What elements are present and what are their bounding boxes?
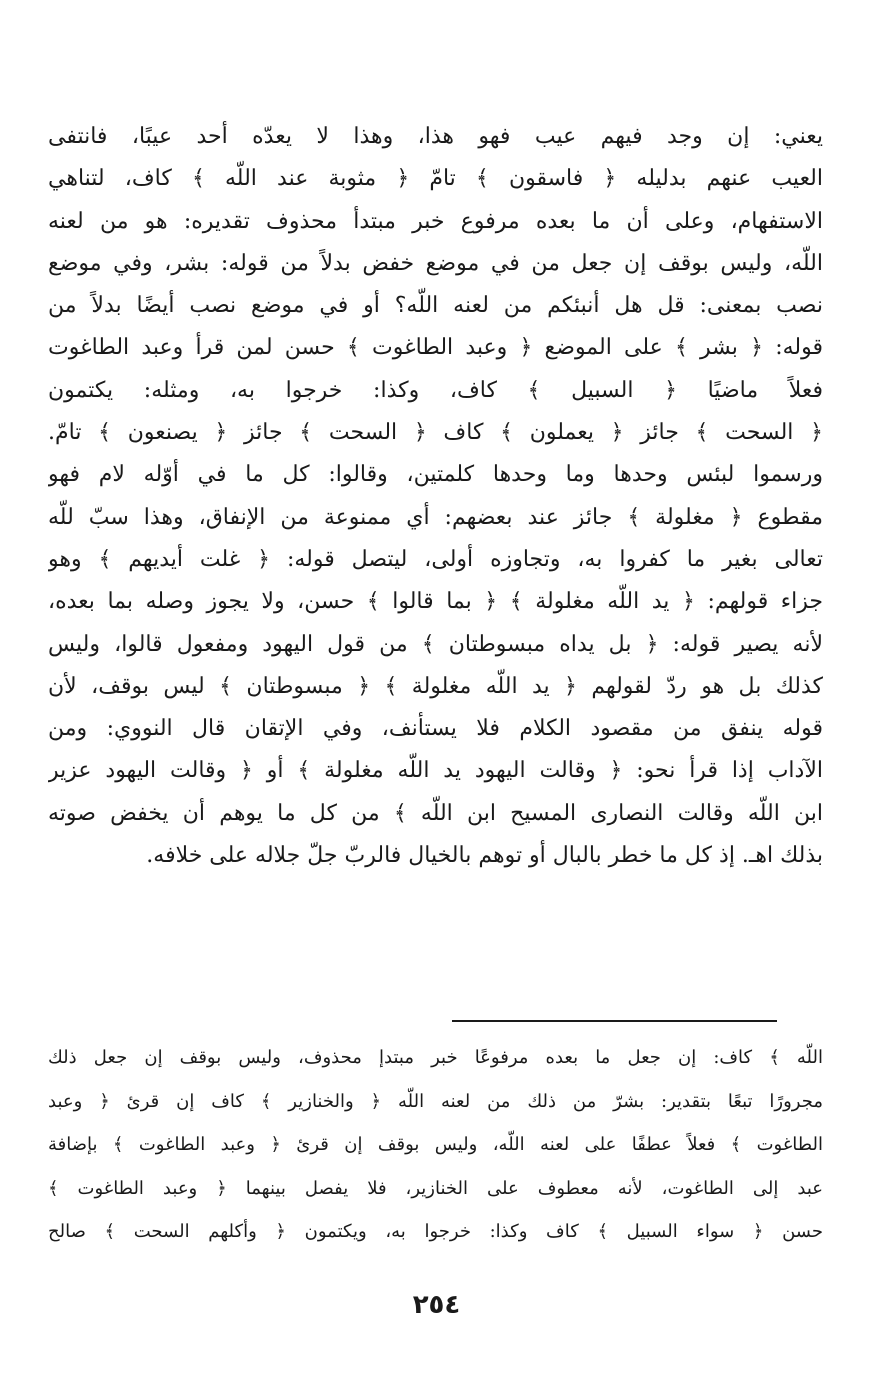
text-line: العيب عنهم بدليله ﴿ فاسقون ﴾ تامّ ﴿ مثوبة عند اللّه ﴾ كاف، لتناهي: [48, 166, 823, 192]
text-line: ﴿ السحت ﴾ جائز ﴿ يعملون ﴾ كاف ﴿ السحت ﴾ جائز ﴿ يصنعون ﴾ تامّ.: [48, 420, 823, 446]
text-line: قوله ينفق من مقصود الكلام فلا يستأنف، وفي الإتقان قال النووي: ومن: [48, 716, 823, 742]
text-line: ورسموا لبئس وحدها وما وحدها كلمتين، وقالوا: كل ما في أوّله لام فهو: [48, 462, 823, 488]
main-text-block: [48, 116, 823, 877]
text-line: الاستفهام، وعلى أن ما بعده مرفوع خبر مبتدأ محذوف تقديره: هو من لعنه: [48, 208, 823, 234]
text-line: يعني: إن وجد فيهم عيب فهو هذا، وهذا لا يعدّه أحد عيبًا، فانتفى: [48, 124, 823, 149]
footnote-line: مجرورًا تبعًا بتقدير: بشرّ من ذلك من لعنه اللّه ﴿ والخنازير ﴾ كاف إن قرئ ﴿ وعبد: [48, 1090, 823, 1112]
text-line: فعلاً ماضيًا ﴿ السبيل ﴾ كاف، وكذا: خرجوا به، ومثله: يكتمون: [48, 377, 823, 403]
text-line: مقطوع ﴿ مغلولة ﴾ جائز عند بعضهم: أي ممنوعة من الإنفاق، وهذا سبّ للّه: [48, 504, 823, 530]
text-line: اللّه، وليس بوقف إن جعل من في موضع خفض بدلاً من قوله: بشر، وفي موضع: [48, 250, 823, 276]
footnote-divider: [452, 1020, 777, 1022]
text-line: كذلك بل هو ردّ لقولهم ﴿ يد اللّه مغلولة ﴾ ﴿ مبسوطتان ﴾ ليس بوقف، لأن: [48, 673, 823, 699]
footnotes-block: [48, 1036, 823, 1254]
page-number: ٢٥٤: [412, 1290, 461, 1320]
footnote-line: عبد إلى الطاغوت، لأنه معطوف على الخنازير، فلا يفصل بينهما ﴿ وعبد الطاغوت ﴾: [48, 1177, 823, 1199]
text-line: قوله: ﴿ بشر ﴾ على الموضع ﴿ وعبد الطاغوت ﴾ حسن لمن قرأ وعبد الطاغوت: [48, 335, 823, 361]
text-line: بذلك اهـ. إذ كل ما خطر بالبال أو توهم بالخيال فالربّ جلّ جلاله على خلافه.: [146, 843, 823, 869]
footnote-line: الطاغوت ﴾ فعلاً عطفًا على لعنه اللّه، وليس بوقف إن قرئ ﴿ وعبد الطاغوت ﴾ بإضافة: [48, 1134, 823, 1155]
footnote-line: حسن ﴿ سواء السبيل ﴾ كاف وكذا: خرجوا به، ويكتمون ﴿ وأكلهم السحت ﴾ صالح: [48, 1221, 823, 1242]
footnote-line: اللّه ﴾ كاف: إن جعل ما بعده مرفوعًا خبر مبتدإ محذوف، وليس بوقف إن جعل ذلك: [48, 1047, 823, 1068]
text-line: ابن اللّه وقالت النصارى المسيح ابن اللّه ﴾ من كل ما يوهم أن يخفض صوته: [48, 800, 823, 826]
text-line: نصب بمعنى: قل هل أنبئكم من لعنه اللّه؟ أو في موضع نصب أيضًا بدلاً من: [48, 293, 823, 319]
text-line: جزاء قولهم: ﴿ يد اللّه مغلولة ﴾ ﴿ بما قالوا ﴾ حسن، ولا يجوز وصله بما بعده،: [48, 589, 823, 615]
text-line: لأنه يصير قوله: ﴿ بل يداه مبسوطتان ﴾ من قول اليهود ومفعول قالوا، وليس: [48, 631, 823, 657]
text-line: تعالى بغير ما كفروا به، وتجاوزه أولى، ليتصل قوله: ﴿ غلت أيديهم ﴾ وهو: [48, 546, 823, 572]
text-line: الآداب إذا قرأ نحو: ﴿ وقالت اليهود يد اللّه مغلولة ﴾ أو ﴿ وقالت اليهود عزير: [48, 758, 823, 784]
